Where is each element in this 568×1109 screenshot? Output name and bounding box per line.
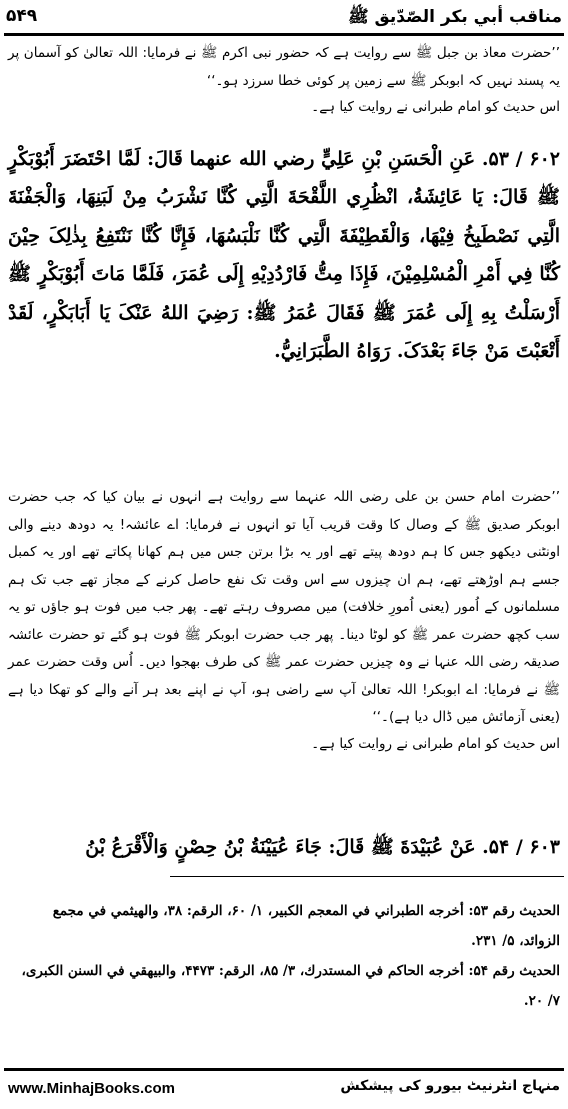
publisher-credit: منہاج انٹرنیٹ بیورو کی پیشکش — [340, 1078, 560, 1094]
running-title: مناقب أبي بكر الصّدّيق ﷺ — [348, 7, 562, 27]
footnote-54: الحديث رقم ۵۴: أخرجه الحاكم في المستدرك، ۳/ ۸۵، الرقم: ۴۴۷۳، والبيهقي في السنن الكبرى، ۷/ ۲۰. — [21, 963, 560, 1009]
source-note-54: اس حدیث کو امام طبرانی نے روایت کیا ہے۔ — [311, 735, 560, 752]
source-note-53: اس حدیث کو امام طبرانی نے روایت کیا ہے۔ — [311, 99, 560, 115]
footer-rule — [4, 1068, 564, 1071]
page-header — [6, 4, 562, 32]
hadith-54-arabic — [8, 140, 560, 370]
page-number: ۵۴۹ — [6, 6, 38, 26]
hadith-text: عَنْ عُبَيْدَةَ ﷺ قَالَ: جَاءَ عُيَيْنَةُ بْنُ حِصْنٍ وَالْأَقْرَعُ بْنُ — [85, 836, 476, 858]
page-footer — [8, 1076, 560, 1102]
urdu-translation-53: ’’حضرت معاذ بن جبل ﷺ سے روایت ہے کہ حضور نبی اکرم ﷺ نے فرمایا: اللہ تعالیٰ کو آسمان پر یہ پسند نہیں کہ ابوبکر ﷺ سے زمین پر کوئی خطا سرزد ہو۔‘‘ — [8, 45, 560, 89]
footnote-separator — [170, 876, 564, 877]
urdu-translation-54: ’’حضرت امام حسن بن علی رضی اللہ عنہما سے روایت ہے انہوں نے بیان کیا کہ جب حضرت ابوبکر صدیق ﷺ کے وصال کا وقت قریب آیا تو انہوں نے فرمایا: اے عائشہ! یہ دودھ دینے والی اونٹنی دیکھو جس کا ہم دودھ پیتے تھے اور یہ بڑا برتن جس میں ہم کھانا پکاتے تھے اور یہ کمبل جسے ہم اوڑھتے تھے، ہم ان چیزوں سے اس وقت تک نفع حاصل کرنے کے مجاز تھے جب تک ہم مسلمانوں کے اُمور (یعنی اُمورِ خلافت) میں مصروف رہتے تھے۔ پھر جب میں فوت ہو جاؤں تو یہ سب کچھ حضرت عمر ﷺ کو لوٹا دینا۔ پھر جب حضرت ابوبکر ﷺ فوت ہو گئے تو حضرت عائشہ صدیقہ رضی اللہ عنہا نے وہ چیزیں حضرت عمر ﷺ کی طرف بھجوا دیں۔ اُس وقت حضرت عمر ﷺ نے فرمایا: اے ابوبکر! اللہ تعالیٰ آپ سے راضی ہو، آپ نے اپنے بعد ہر آنے والے کو تھکا دیا ہے (یعنی آزمائش میں ڈال دیا ہے)۔‘‘ — [8, 489, 560, 725]
narration-54-urdu — [8, 484, 560, 757]
hadith-55-arabic — [8, 828, 560, 866]
narration-53-urdu — [8, 40, 560, 120]
header-rule — [4, 33, 564, 36]
website-link[interactable]: www.MinhajBooks.com — [8, 1080, 175, 1097]
footnotes — [8, 896, 560, 1016]
hadith-number: ۶۰۲ / ۵۳. — [481, 148, 560, 170]
footnote-53: الحديث رقم ۵۳: أخرجه الطبراني في المعجم الكبير، ۱/ ۶۰، الرقم: ۳۸، والهيثمي في مجمع الزوائد، ۵/ ۲۳۱. — [52, 903, 560, 949]
hadith-text: عَنِ الْحَسَنِ بْنِ عَلِيٍّ رضي الله عنهما قَالَ: لَمَّا احْتَضَرَ أَبُوْبَكْرٍ ﷺ قَالَ: يَا عَائِشَةُ، انْظُرِي اللَّقْحَةَ الَّتِي كُنَّا نَشْرَبُ مِنْ لَبَنِهَا، وَالْجَفْنَةَ الَّتِي نَصْطَبِخُ فِيْهَا، وَالْقَطِيْفَةَ الَّتِي كُنَّا نَلْبَسُهَا، فَإِنَّا كُنَّا نَنْتَفِعُ بِذٰلِکَ حِيْنَ كُنَّا فِي أَمْرِ الْمُسْلِمِيْنَ، فَإِذَا مِتُّ فَارْدُدِيْهِ إِلَى عُمَرَ، فَلَمَّا مَاتَ أَبُوْبَكْرٍ ﷺ أَرْسَلْتُ بِهِ إِلَى عُمَرَ ﷺ فَقَالَ عُمَرُ ﷺ: رَضِيَ اللهُ عَنْکَ يَا أَبَابَكْرٍ، لَقَدْ أَتْعَبْتَ مَنْ جَاءَ بَعْدَکَ. رَوَاهُ الطَّبَرَانِيُّ. — [8, 148, 560, 363]
hadith-number: ۶۰۳ / ۵۴. — [482, 836, 560, 858]
